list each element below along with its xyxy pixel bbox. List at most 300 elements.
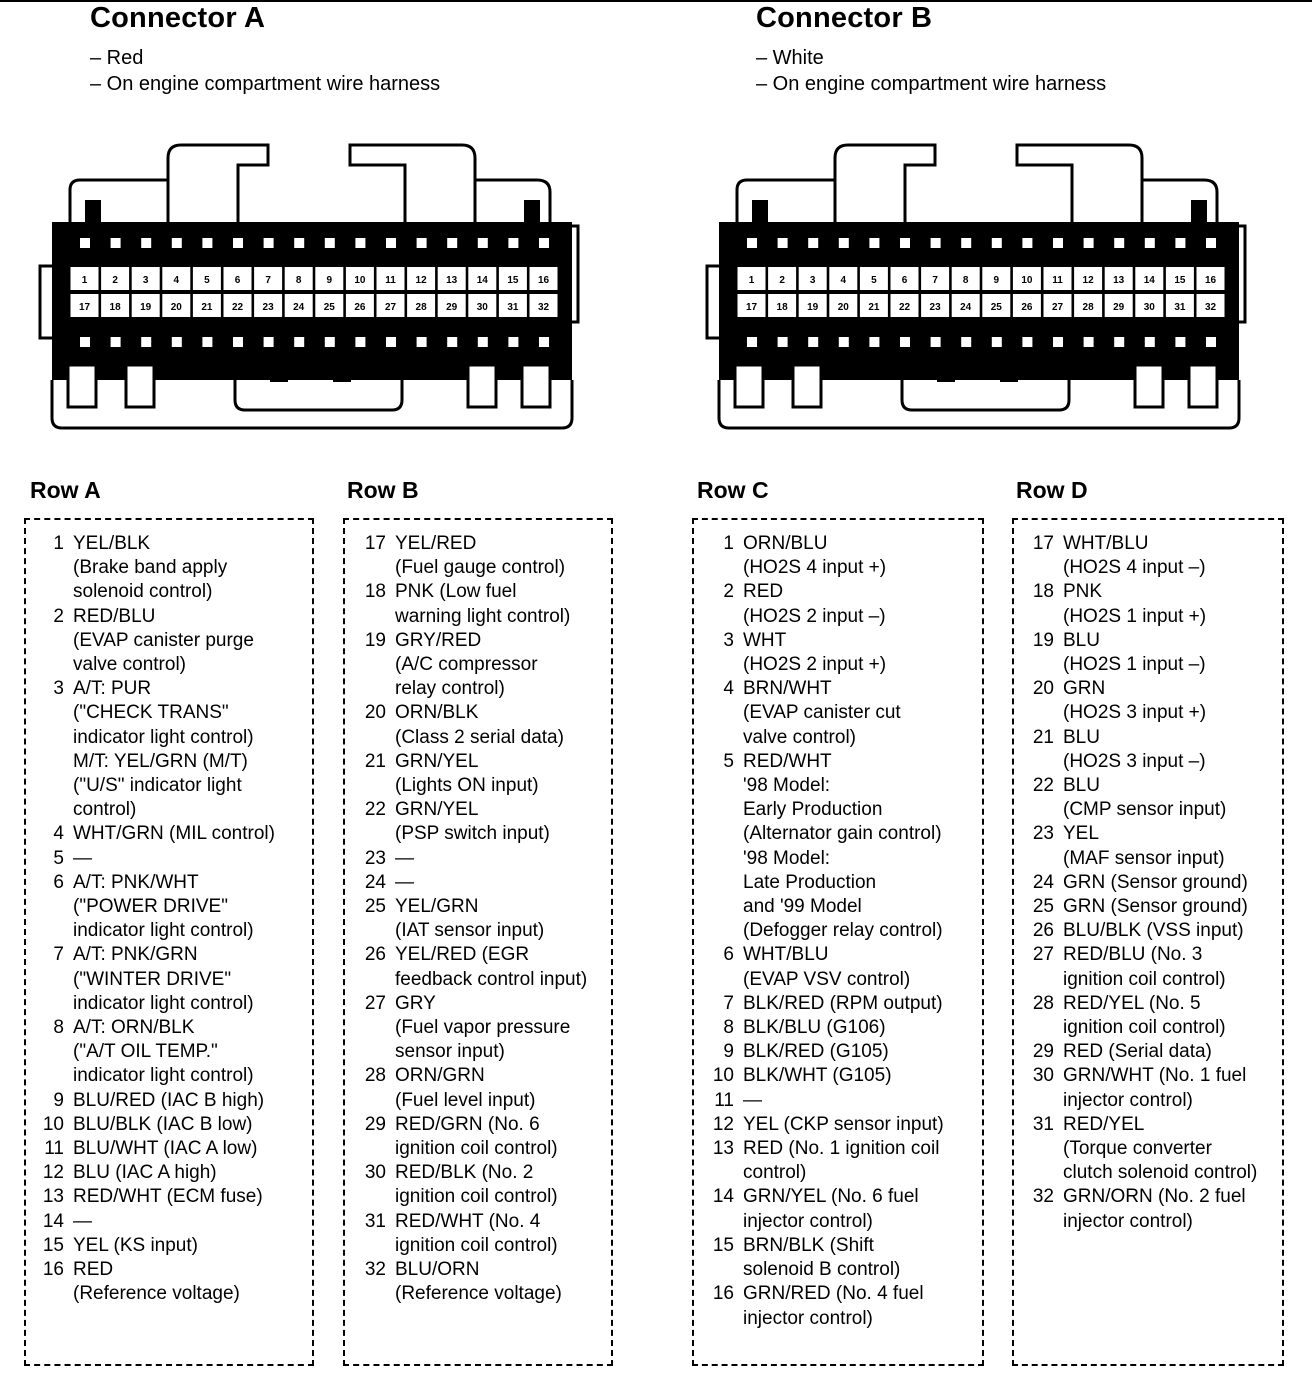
pin-description-line: BRN/WHT — [743, 678, 832, 700]
pin-entry — [1018, 822, 1257, 870]
connector-leg — [1189, 365, 1217, 407]
pin-number: 26 — [1032, 920, 1054, 942]
pin-entry — [350, 1064, 587, 1112]
pin-description-line: BRN/BLK (Shift — [743, 1234, 874, 1256]
pin-description-line: solenoid control) — [73, 581, 213, 603]
pin-entry — [28, 1258, 275, 1306]
pin-description-line: PNK — [1063, 581, 1103, 603]
terminal-number: 29 — [446, 302, 458, 313]
pin-entry — [1018, 895, 1257, 919]
connector-b-location: – On engine compartment wire harness — [756, 73, 1107, 95]
connector-side-tab — [707, 266, 719, 338]
pin-description-line: RED/BLU — [73, 605, 156, 627]
pin-description-line: RED — [743, 581, 784, 603]
pin-description-line: GRN/ORN (No. 2 fuel — [1063, 1186, 1246, 1208]
pin-description-line: clutch solenoid control) — [1063, 1162, 1258, 1184]
terminal-number: 23 — [262, 302, 274, 313]
terminal-number: 25 — [990, 302, 1002, 313]
pin-hole — [1175, 337, 1185, 347]
pin-description-line: (Reference voltage) — [395, 1283, 562, 1305]
pin-description-line: indicator light control) — [73, 992, 254, 1014]
pin-entry — [350, 580, 587, 628]
terminal-number: 30 — [1143, 302, 1155, 313]
terminal-number: 24 — [293, 302, 305, 313]
pin-description — [73, 677, 254, 822]
pin-number: 20 — [1032, 678, 1054, 700]
pin-entry — [1018, 677, 1257, 725]
pin-description-line: (HO2S 1 input +) — [1063, 605, 1207, 627]
pin-description-line: BLK/BLU (G106) — [743, 1017, 886, 1039]
pin-description-line: (HO2S 3 input +) — [1063, 702, 1207, 724]
pin-hole — [839, 337, 849, 347]
pin-description-line: RED/BLU (No. 3 — [1063, 944, 1203, 966]
pin-description-line: (Torque converter — [1063, 1138, 1212, 1160]
pin-description — [743, 580, 886, 628]
pin-description-line: ORN/BLU — [743, 533, 828, 554]
pin-description-line: WHT/GRN (MIL control) — [73, 823, 275, 845]
pin-description — [1063, 629, 1206, 677]
pin-hole — [1022, 337, 1032, 347]
pin-entry — [28, 1016, 275, 1089]
terminal-number: 31 — [507, 302, 519, 313]
pin-entry — [350, 629, 587, 702]
pin-description — [1063, 992, 1226, 1040]
pin-entry — [698, 677, 944, 750]
pin-number: 25 — [1032, 896, 1054, 918]
pin-description-line: A/T: ORN/BLK — [73, 1017, 195, 1039]
pin-number: 27 — [1032, 944, 1054, 966]
pin-description-line: indicator light control) — [73, 920, 254, 942]
pin-entry — [698, 1185, 944, 1233]
pin-entry — [28, 1185, 275, 1209]
pin-description-line: WHT — [743, 629, 787, 651]
pin-hole — [900, 238, 910, 248]
pin-hole — [1022, 238, 1032, 248]
pin-description — [1063, 726, 1206, 774]
pin-number: 14 — [42, 1210, 64, 1232]
terminal-number: 18 — [776, 302, 788, 313]
pin-description — [743, 1234, 900, 1282]
connector-latch-base — [902, 380, 1069, 410]
pin-number: 6 — [723, 944, 734, 966]
pin-description-line: injector control) — [1063, 1089, 1193, 1111]
connector-a-title: Connector A — [90, 2, 266, 34]
pin-number: 18 — [1032, 581, 1054, 603]
pin-hole — [778, 337, 788, 347]
pin-number: 24 — [364, 871, 386, 893]
pin-description-line: BLK/RED (RPM output) — [743, 992, 943, 1014]
pin-description-line: '98 Model: — [743, 775, 831, 797]
terminal-number: 3 — [142, 275, 149, 286]
pin-number: 15 — [712, 1234, 734, 1256]
pin-description — [743, 677, 901, 750]
pin-description-line: ignition coil control) — [395, 1234, 558, 1256]
pin-description-line: — — [395, 847, 414, 869]
pin-description-line: (EVAP canister purge — [73, 629, 254, 651]
row-b-title: Row B — [347, 477, 419, 503]
pin-description — [395, 847, 414, 871]
pin-description — [743, 1282, 924, 1330]
pin-description-line: (IAT sensor input) — [395, 920, 545, 942]
pin-hole — [961, 238, 971, 248]
pin-hole — [1206, 238, 1216, 248]
connector-leg — [793, 365, 821, 407]
pin-entry — [350, 1161, 587, 1209]
terminal-number: 8 — [295, 275, 302, 286]
pin-description — [395, 1064, 535, 1112]
pin-description — [1063, 1113, 1257, 1186]
pin-description-line: GRN/YEL (No. 6 fuel — [743, 1186, 919, 1208]
pin-description-line: (Fuel vapor pressure — [395, 1017, 571, 1039]
pin-number: 32 — [364, 1259, 386, 1281]
pin-description-line: BLU — [1063, 775, 1100, 797]
pin-entry — [698, 1234, 944, 1282]
pin-description-line: ORN/GRN — [395, 1065, 485, 1087]
terminal-number: 21 — [201, 302, 213, 313]
connector-leg — [1135, 365, 1163, 407]
pin-description-line: indicator light control) — [73, 726, 254, 748]
pin-entry — [698, 992, 944, 1016]
pin-entry — [1018, 943, 1257, 991]
pin-number: 1 — [723, 533, 734, 554]
pin-entry — [28, 1089, 275, 1113]
pin-hole — [1084, 337, 1094, 347]
terminal-number: 18 — [109, 302, 121, 313]
pin-description-line: GRN/YEL — [395, 750, 479, 772]
pin-description-line: BLU/BLK (VSS input) — [1063, 920, 1244, 942]
pin-description-line: RED/BLK (No. 2 — [395, 1162, 534, 1184]
pin-number: 20 — [364, 702, 386, 724]
pin-description-line: valve control) — [73, 654, 186, 676]
pin-description-line: GRN/WHT (No. 1 fuel — [1063, 1065, 1247, 1087]
pin-hole — [808, 238, 818, 248]
pin-description — [395, 798, 550, 846]
pin-number: 3 — [723, 629, 734, 651]
pin-description-line: indicator light control) — [73, 1065, 254, 1087]
connector-key-block — [1191, 200, 1207, 225]
pin-number: 22 — [364, 799, 386, 821]
pin-description-line: A/T: PNK/WHT — [73, 871, 199, 893]
terminal-number: 10 — [1021, 275, 1033, 286]
connector-lock-tab — [835, 145, 935, 222]
pin-entry — [28, 822, 275, 846]
row-d-pin-list — [1018, 532, 1257, 1234]
pin-description-line: — — [73, 1210, 92, 1232]
pin-number: 7 — [723, 992, 734, 1014]
row-d-title: Row D — [1016, 477, 1088, 503]
pin-description-line: BLU (IAC A high) — [73, 1162, 217, 1184]
terminal-number: 24 — [960, 302, 972, 313]
pin-hole — [1114, 238, 1124, 248]
pin-description — [73, 847, 92, 871]
pin-entry — [698, 532, 944, 580]
pin-description-line: BLK/WHT (G105) — [743, 1065, 892, 1087]
pin-description-line: (HO2S 4 input –) — [1063, 557, 1206, 579]
pin-entry — [28, 1137, 275, 1161]
pin-description-line: BLU/BLK (IAC B low) — [73, 1113, 253, 1135]
terminal-number: 13 — [446, 275, 458, 286]
pin-description — [1063, 1040, 1212, 1064]
pin-description-line: GRN/RED (No. 4 fuel — [743, 1283, 924, 1305]
terminal-number: 29 — [1113, 302, 1125, 313]
pin-description — [743, 1089, 762, 1113]
terminal-number: 1 — [81, 275, 88, 286]
terminal-number: 20 — [170, 302, 182, 313]
pin-number: 3 — [53, 678, 64, 700]
pin-description-line: (Defogger relay control) — [743, 920, 943, 942]
terminal-number: 19 — [807, 302, 819, 313]
pin-description — [395, 1161, 558, 1209]
terminal-number: 30 — [476, 302, 488, 313]
pin-description-line: (EVAP VSV control) — [743, 968, 911, 990]
pin-description-line: (CMP sensor input) — [1063, 799, 1227, 821]
pin-number: 19 — [364, 629, 386, 651]
pin-description-line: WHT/BLU — [743, 944, 829, 966]
pin-entry — [28, 1234, 275, 1258]
pin-entry — [1018, 871, 1257, 895]
pin-description-line: YEL (CKP sensor input) — [743, 1113, 944, 1135]
pin-description-line: RED/WHT — [743, 750, 832, 772]
pin-entry — [698, 1064, 944, 1088]
pin-description — [73, 1113, 253, 1137]
connector-b-diagram — [0, 0, 1312, 440]
pin-description-line: valve control) — [743, 726, 856, 748]
pin-description — [73, 871, 254, 944]
terminal-number: 7 — [932, 275, 938, 286]
pin-number: 1 — [53, 533, 64, 554]
pin-entry — [1018, 919, 1257, 943]
pin-entry — [350, 992, 587, 1065]
pin-description-line: ignition coil control) — [395, 1186, 558, 1208]
pin-description — [1063, 919, 1244, 943]
terminal-number: 27 — [1051, 302, 1064, 313]
pin-description-line: A/T: PUR — [73, 678, 152, 700]
terminal-number: 12 — [415, 275, 427, 286]
pin-number: 29 — [1032, 1041, 1054, 1063]
pin-number: 12 — [712, 1113, 734, 1135]
terminal-number: 31 — [1174, 302, 1186, 313]
connector-side-tab — [1239, 226, 1245, 322]
pin-description-line: YEL — [1063, 823, 1099, 845]
pin-number: 29 — [364, 1113, 386, 1135]
pin-entry — [698, 1282, 944, 1330]
connector-key-block — [752, 200, 768, 225]
pin-description-line: injector control) — [743, 1307, 873, 1329]
terminal-number: 32 — [1204, 302, 1217, 313]
terminal-number: 14 — [476, 275, 488, 286]
pin-description — [395, 750, 539, 798]
pin-description-line: M/T: YEL/GRN (M/T) — [73, 750, 248, 772]
pin-hole — [1145, 238, 1155, 248]
pin-number: 4 — [53, 823, 64, 845]
pin-description-line: BLU/ORN — [395, 1259, 480, 1281]
pin-description-line: YEL (KS input) — [73, 1234, 198, 1256]
pin-description-line: BLU/RED (IAC B high) — [73, 1089, 265, 1111]
pin-number: 13 — [42, 1186, 64, 1208]
pin-hole — [747, 238, 757, 248]
pin-description-line: (Brake band apply — [73, 557, 228, 579]
terminal-number: 6 — [234, 275, 241, 286]
terminal-number: 15 — [507, 275, 519, 286]
terminal-number: 28 — [415, 302, 427, 313]
pin-description-line: YEL/BLK — [73, 533, 151, 554]
pin-number: 5 — [723, 750, 734, 772]
pin-description — [743, 992, 943, 1016]
pin-entry — [28, 1210, 275, 1234]
terminal-number: 16 — [1204, 275, 1217, 286]
pin-number: 17 — [1032, 533, 1054, 554]
pin-number: 11 — [714, 1089, 734, 1111]
pin-description — [1063, 532, 1206, 580]
pin-description-line: — — [395, 871, 414, 893]
terminal-number: 6 — [901, 275, 908, 286]
pin-entry — [698, 580, 944, 628]
row-a-title: Row A — [30, 477, 101, 503]
pin-entry — [350, 532, 587, 580]
pin-description-line: RED/WHT (No. 4 — [395, 1210, 541, 1232]
row-c-title: Row C — [697, 477, 769, 503]
pin-entry — [350, 798, 587, 846]
pin-description-line: (HO2S 3 input –) — [1063, 750, 1206, 772]
connector-lock-tab — [1017, 145, 1142, 222]
terminal-number: 9 — [326, 275, 333, 286]
pin-number: 13 — [712, 1138, 734, 1160]
terminal-number: 8 — [962, 275, 969, 286]
pin-description-line: GRN — [1063, 678, 1106, 700]
pin-description-line: PNK (Low fuel — [395, 581, 517, 603]
pin-entry — [28, 847, 275, 871]
pin-number: 32 — [1032, 1186, 1054, 1208]
pin-number: 23 — [1032, 823, 1054, 845]
pin-description-line: (PSP switch input) — [395, 823, 550, 845]
pin-entry — [698, 1089, 944, 1113]
pin-description-line: (HO2S 2 input +) — [743, 654, 887, 676]
pin-entry — [350, 1210, 587, 1258]
connector-key-block — [937, 360, 955, 382]
pin-entry — [1018, 1185, 1257, 1233]
pin-hole — [778, 238, 788, 248]
terminal-number: 26 — [1021, 302, 1033, 313]
pin-number: 27 — [364, 992, 386, 1014]
pin-description-line: ("U/S" indicator light — [73, 775, 242, 797]
pin-description-line: YEL/GRN — [395, 896, 479, 918]
pin-number: 2 — [53, 605, 64, 627]
terminal-number: 4 — [840, 275, 847, 286]
pin-description-line: injector control) — [743, 1210, 873, 1232]
pin-description-line: GRN/YEL — [395, 799, 479, 821]
terminal-number: 15 — [1174, 275, 1186, 286]
terminal-number: 14 — [1143, 275, 1155, 286]
pin-description — [1063, 580, 1206, 628]
pin-description — [395, 532, 565, 580]
terminal-number: 9 — [993, 275, 1000, 286]
terminal-number: 23 — [929, 302, 941, 313]
pin-number: 21 — [364, 750, 386, 772]
pin-number: 16 — [42, 1259, 64, 1281]
pin-entry — [28, 677, 275, 822]
pin-description — [73, 1210, 92, 1234]
pin-description-line: (Fuel level input) — [395, 1089, 536, 1111]
pin-description-line: BLK/RED (G105) — [743, 1041, 889, 1063]
pin-entry — [698, 1016, 944, 1040]
pin-description-line: ("CHECK TRANS" — [73, 702, 229, 724]
pin-hole — [1114, 337, 1124, 347]
pin-number: 21 — [1032, 726, 1054, 748]
pin-description-line: ("A/T OIL TEMP." — [73, 1041, 218, 1063]
pin-description-line: (Class 2 serial data) — [395, 726, 564, 748]
terminal-number: 20 — [837, 302, 849, 313]
pin-number: 26 — [364, 944, 386, 966]
terminal-number: 10 — [354, 275, 366, 286]
pin-description — [73, 1234, 198, 1258]
pin-entry — [698, 1113, 944, 1137]
pin-entry — [350, 943, 587, 991]
connector-hood-left — [737, 180, 835, 222]
pin-description — [1063, 677, 1206, 725]
pin-description-line: (MAF sensor input) — [1063, 847, 1225, 869]
terminal-number: 26 — [354, 302, 366, 313]
pin-description — [743, 943, 910, 991]
pin-description-line: warning light control) — [395, 605, 571, 627]
pin-number: 5 — [53, 847, 64, 869]
pin-number: 6 — [53, 871, 64, 893]
pin-description-line: feedback control input) — [395, 968, 588, 990]
pin-description — [1063, 1064, 1246, 1112]
pin-entry — [698, 943, 944, 991]
pin-entry — [350, 750, 587, 798]
pin-description-line: Late Production — [743, 871, 877, 893]
pin-entry — [698, 1137, 944, 1185]
pin-number: 30 — [1032, 1065, 1054, 1087]
pin-description — [395, 895, 544, 943]
pin-number: 15 — [42, 1234, 64, 1256]
pin-description — [395, 943, 587, 991]
pin-description — [743, 629, 886, 677]
terminal-number: 2 — [779, 275, 785, 286]
pin-entry — [1018, 1113, 1257, 1186]
pin-number: 31 — [364, 1210, 386, 1232]
pin-description — [73, 1161, 217, 1185]
pin-entry — [1018, 580, 1257, 628]
pin-hole — [900, 337, 910, 347]
pin-description-line: — — [743, 1089, 762, 1111]
terminal-number: 11 — [1052, 275, 1063, 286]
pin-description-line: RED (No. 1 ignition coil — [743, 1138, 940, 1160]
pin-description-line: and '99 Model — [743, 896, 862, 918]
pin-description-line: '98 Model: — [743, 847, 831, 869]
connector-a-location: – On engine compartment wire harness — [90, 73, 441, 95]
pin-entry — [350, 895, 587, 943]
pin-description-line: ("WINTER DRIVE" — [73, 968, 232, 990]
pin-description — [73, 1089, 264, 1113]
pin-number: 23 — [364, 847, 386, 869]
terminal-number: 3 — [809, 275, 816, 286]
row-c-pin-list — [698, 532, 944, 1331]
connector-a-color: – Red — [90, 47, 144, 69]
connector-leg — [735, 365, 763, 407]
pin-description — [395, 992, 570, 1065]
pin-number: 24 — [1032, 871, 1054, 893]
pin-description — [73, 1185, 263, 1209]
pin-description — [73, 532, 227, 605]
pin-number: 31 — [1032, 1113, 1054, 1135]
pin-description-line: GRN (Sensor ground) — [1063, 871, 1248, 893]
pin-entry — [698, 629, 944, 677]
terminal-number: 19 — [140, 302, 152, 313]
terminal-number: 22 — [898, 302, 911, 313]
pin-entry — [1018, 774, 1257, 822]
pin-number: 22 — [1032, 775, 1054, 797]
